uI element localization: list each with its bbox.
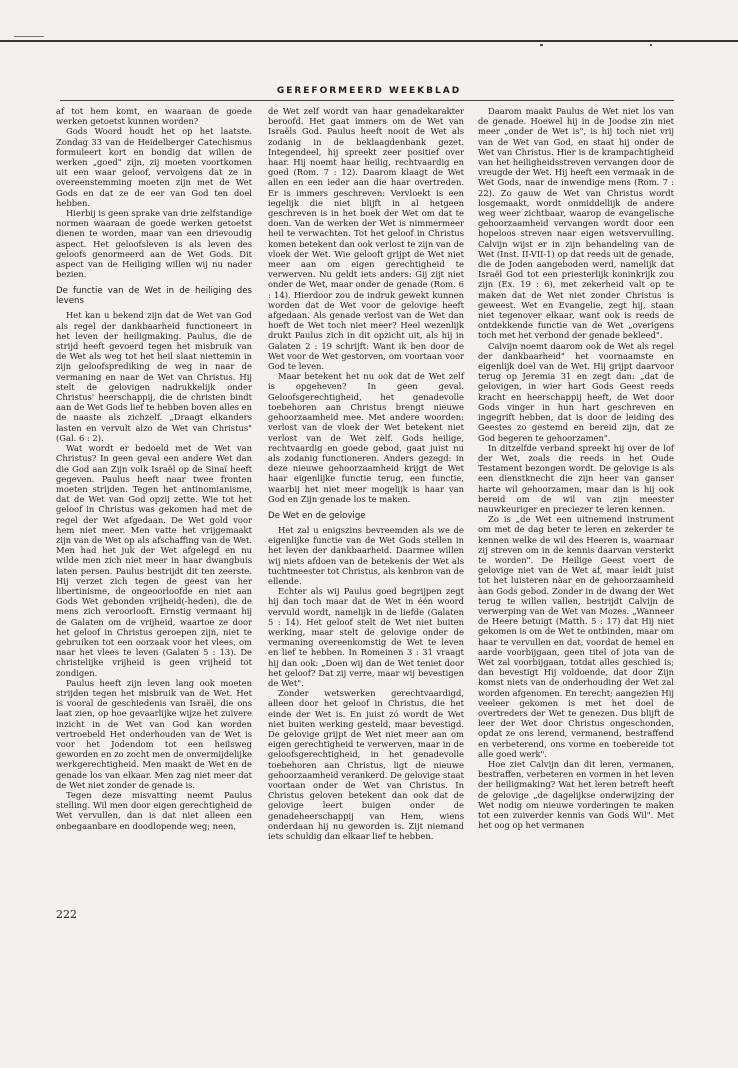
paragraph: In ditzelfde verband spreekt hij over de lof der Wet, zoals die reeds in het Oude Testament bezongen wordt. De gelovige is als een dienstknecht die zijn heer van ganser harte wil gehoorzamen, maar dan is hij ook bereid om de wil van zijn meester nauwkeuriger en preciezer te leren kennen. bbox=[478, 442, 674, 514]
paragraph: Zonder wetswerken gerechtvaardigd, alleen door het geloof in Christus, die het einde der Wet is. En juist zó wordt de Wet niet buiten werking gesteld, maar bevestigd. De gelovige grijpt de Wet niet meer aan om eigen gerechtigheid te verwerven, maar in de geloofsgerechtigheid, in het genadevolle toebehoren aan Christus, ligt de nieuwe gehoorzaamheid verankerd. De gelovige staat voortaan onder de Wet van Christus. In Christus geloven betekent dan ook dat de gelovige leert buigen onder de genadeheerschappij van Hem, wiens onderdaan hij nu geworden is. Zijt niemand iets schuldig dan elkaar lief te hebben. bbox=[268, 688, 464, 842]
paragraph: de Wet zelf wordt van haar genadekarakter beroofd. Het gaat immers om de Wet van Israëls God. Paulus heeft nooit de Wet als zodanig in de beklaagdenbank gezet. Integendeel, hij spreekt zeer positief over haar. Hij noemt haar heilig, rechtvaardig en goed (Rom. 7 : 12). Daarom klaagt de Wet allen en een ieder aan die haar overtreden. Er is immers geschreven: Vervloekt is een iegelijk die niet blijft in al hetgeen geschreven is in het boek der Wet om dat te doen. Van de werken der Wet is nimmermeer heil te verwachten. Tot het geloof in Christus komen betekent dan ook verlost te zijn van de vloek der Wet. Wie gelooft grijpt de Wet niet meer aan om eigen gerechtigheid te verwerven. Nu geldt iets anders: Gij zijt niet onder de Wet, maar onder de genade (Rom. 6 : 14). Hierdoor zou de indruk gewekt kunnen worden dat de Wet voor de gelovige heeft afgedaan. Als genade verlost van de Wet dan hoeft de Wet toch niet meer? Heel wezenlijk drukt Paulus zich in dit opzicht uit, als hij in Galaten 2 : 19 schrijft: Want ik ben door de Wet voor de Wet gestorven, om voortaan voor God te leven. bbox=[268, 106, 464, 372]
scan-speck bbox=[650, 44, 652, 46]
paragraph: Hoe ziet Calvijn dan dit leren, vermanen, bestraffen, verbeteren en vormen in het leven der heiligmaking? Wat het leren betreft heeft de gelovige „de dagelijkse onderwijzing der Wet nodig om nieuwe vorderingen te maken tot een zuiverder kennis van Gods Wil". Met het oog op het vermanen bbox=[478, 759, 674, 831]
paragraph: Maar betekent het nu ook dat de Wet zelf is opgeheven? In geen geval. Geloofsgerechtigheid, het genadevolle toebehoren aan Christus brengt nieuwe gehoorzaamheid mee. Met andere woorden: verlost van de vloek der Wet betekent niet verlost van de Wet zèlf. Gods heilige, rechtvaardig en goede gebod, gaat juist nu als zodanig functioneren. Anders gezegd: in deze nieuwe gehoorzaamheid krijgt de Wet haar eigenlijke functie terug, een functie, waarbij het niet meer mogelijk is haar van God en Zijn genade los te maken. bbox=[268, 371, 464, 504]
paragraph: Wat wordt er bedoeld met de Wet van Christus? In geen geval een andere Wet dan die God aan Zijn volk Israël op de Sinaï heeft gegeven. Paulus heeft naar twee fronten moeten strijden. Tegen het antinomianisme, dat de Wet van God opzij zette. Wie tot het geloof in Christus was gekomen had met de regel der Wet afgedaan. De Wet gold voor hem niet meer. Men vatte het vrijgemaakt zijn van de Wet op als afschaffing van de Wet. Men had het juk der Wet afgelegd en nu wilde men zich niet meer in haar dwangbuis laten persen. Paulus bestrijdt dit ten zeerste. Hij verzet zich tegen de geest van her libertinisme, de ongeoorloofde en niet aan Gods Wet gebonden vrijheid(-heden), die de mens zich veroorlooft. Ernstig vermaant hij de Galaten om de vrijheid, waartoe ze door het geloof in Christus geroepen zijn, niet te gebruiken tot een oorzaak voor het vlees, om naar het vlees te leven (Galaten 5 : 13). De christelijke vrijheid is geen vrijheid tot zondigen. bbox=[56, 443, 252, 678]
paragraph: Echter als wij Paulus goed begrijpen zegt hij dan toch maar dat de Wet in één woord vervuld wordt, namelijk in de liefde (Galaten 5 : 14). Het geloof stelt de Wet niet buiten werking, maar stelt de gelovige onder de vermaning overeenkomstig de Wet te leven en lief te hebben. In Romeinen 3 : 31 vraagt hij dan ook: „Doen wij dan de Wet teniet door het geloof? Dat zij verre, maar wij bevestigen de Wet". bbox=[268, 586, 464, 688]
paragraph: af tot hem komt, en waaraan de goede werken getoetst kunnen worden? bbox=[56, 106, 252, 127]
paragraph: Tegen deze misvatting neemt Paulus stelling. Wil men door eigen gerechtigheid de Wet vervullen, dan is dat niet alleen een onbegaanbare en doodlopende weg; neen, bbox=[56, 790, 252, 831]
header-rule bbox=[60, 100, 674, 101]
scan-speck bbox=[540, 44, 543, 46]
text-column-3 bbox=[478, 106, 674, 830]
paragraph: Gods Woord houdt het op het laatste. Zondag 33 van de Heidelberger Catechismus formuleert kort en bondig dat willen de werken „goed" zijn, zij moeten voortkomen uit een waar geloof, vervolgens dat ze in overeenstemming moeten zijn met de Wet Gods en dat ze de eer van God ten doel hebben. bbox=[56, 126, 252, 208]
paragraph: Zo is „de Wet een uitnemend instrument om met de dag beter te leren en zekerder te kennen welke de wil des Heeren is, waarnaar zij streven om in de kennis daarvan versterkt te worden". De Heilige Geest voert de gelovige niet van de Wet af, maar leidt juist tot het luisteren nàar en de gehoorzaamheid àan Gods gebod. Zonder in de dwang der Wet terug te willen vallen, bestrijdt Calvijn de verwerping van de Wet van Mozes. „Wanneer de Heere betuigt (Matth. 5 : 17) dat Hij niet gekomen is om de Wet te ontbinden, maar om haar te vervullen en dat, voordat de hemel en aarde voorbijgaan, geen titel of jota van de Wet zal voorbijgaan, totdat alles geschied is; dan bevestigt Hij voldoende, dat door Zijn komst niets van de onderhouding der Wet zal worden afgenomen. En terecht; aangezien Hij veeleer gekomen is met het doel de overtreders der Wet te genezen. Dus blijft de leer der Wet door Christus ongeschonden, opdat ze ons lerend, vermanend, bestraffend en verbeterend, ons vorme en toebereide tot alle goed werk". bbox=[478, 514, 674, 759]
section-heading: De functie van de Wet in de heiliging des levens bbox=[56, 286, 252, 307]
scan-edge-mark bbox=[14, 36, 44, 37]
section-heading: De Wet en de gelovige bbox=[268, 510, 366, 521]
paragraph: Paulus heeft zijn leven lang ook moeten strijden tegen het misbruik van de Wet. Het is vooral de geschiedenis van Israël, die ons laat zien, op hoe gevaarlijke wijze het zuivere inzicht in de Wet van God kan worden vertroebeld Het onderhouden van de Wet is voor het Jodendom tot een heilsweg geworden en zo zocht men de onvermijdelijke werkgerechtigheid. Men maakt de Wet en de genade los van elkaar. Men zag niet meer dat de Wet niet zonder de genade is. bbox=[56, 677, 252, 790]
paragraph: Het zal u enigszins bevreemden als we de eigenlijke functie van de Wet Gods stellen in het leven der dankbaarheid. Daarmee willen wij niets afdoen van de betekenis der Wet als tuchtmeester tot Christus, als kenbron van de ellende. bbox=[268, 524, 464, 586]
paragraph: Hierbij is geen sprake van drie zelfstandige normen waaraan de goede werken getoetst dienen te worden, maar van een drievoudig aspect. Het geloofsleven is als leven des geloofs genormeerd aan de Wet Gods. Dit aspect van de Heiliging willen wij nu nader bezien. bbox=[56, 208, 252, 280]
text-column-1 bbox=[56, 106, 252, 831]
running-header: GEREFORMEERD WEEKBLAD bbox=[276, 86, 462, 96]
text-column-2 bbox=[268, 106, 464, 841]
page-number: 222 bbox=[56, 908, 77, 921]
paragraph: Het kan u bekend zijn dat de Wet van God als regel der dankbaarheid functioneert in het leven der heiligmaking. Paulus, die de strijd heeft gevoerd tegen het misbruik van de Wet als weg tot het heil slaat niettemin in zijn geloofsprediking de weg in naar de vermaning en naar de Wet van Christus. Hij stelt de gelovigen nadrukkelijk onder Christus' heerschappij, die de christen bindt aan de Wet Gods lief te hebben boven alles en de naaste als zichzelf. „Draagt elkanders lasten en vervult alzo de Wet van Christus" (Gal. 6 : 2). bbox=[56, 310, 252, 443]
paragraph: Calvijn noemt daarom ook de Wet als regel der dankbaarheid" het voornaamste en eigenlijk doel van de Wet. Hij grijpt daarvoor terug op Jeremia 31 en zegt dan: „dat de gelovigen, in wier hart Gods Geest reeds kracht en heerschappij heeft, de Wet door Gods vinger in hun hart geschreven en ingegrift hebben, dat is door de leiding des Geestes zo gestemd en bereid zijn, dat ze God begeren te gehoorzamen". bbox=[478, 340, 674, 443]
paragraph: Daarom maakt Paulus de Wet niet los van de genade. Hoewel hij in de Joodse zin niet meer „onder de Wet is", is hij toch niet vrij van de Wet van God, en staat hij onder de Wet van Christus. Hier is de krampachtigheid van het heiligheidsstreven vervangen door de vreugde der Wet. Hij heeft een vermaak in de Wet Gods, naar de inwendige mens (Rom. 7 : 22). Zo gauw de Wet van Christus wordt losgemaakt, wordt onmiddellijk de andere weg weer zichtbaar, waarop de evangelische gehoorzaamheid vervangen wordt door een hopeloos streven naar eigen wetsvervulling. Calvijn wijst er in zijn behandeling van de Wet (Inst. II-VII-1) op dat reeds uit de genade, die de Joden aangeboden werd, namelijk dat Israël God tot een priesterlijk koninkrijk zou zijn (Ex. 19 : 6), met zekerheid valt op te maken dat de Wet niet zonder Christus is geweest. Wet en Evangelie, zegt hij, staan niet tegenover elkaar, want ook is reeds de ontdekkende functie van de Wet „overigens toch met het verbond der genade bekleed". bbox=[478, 106, 674, 341]
page-top-rule bbox=[0, 40, 738, 42]
